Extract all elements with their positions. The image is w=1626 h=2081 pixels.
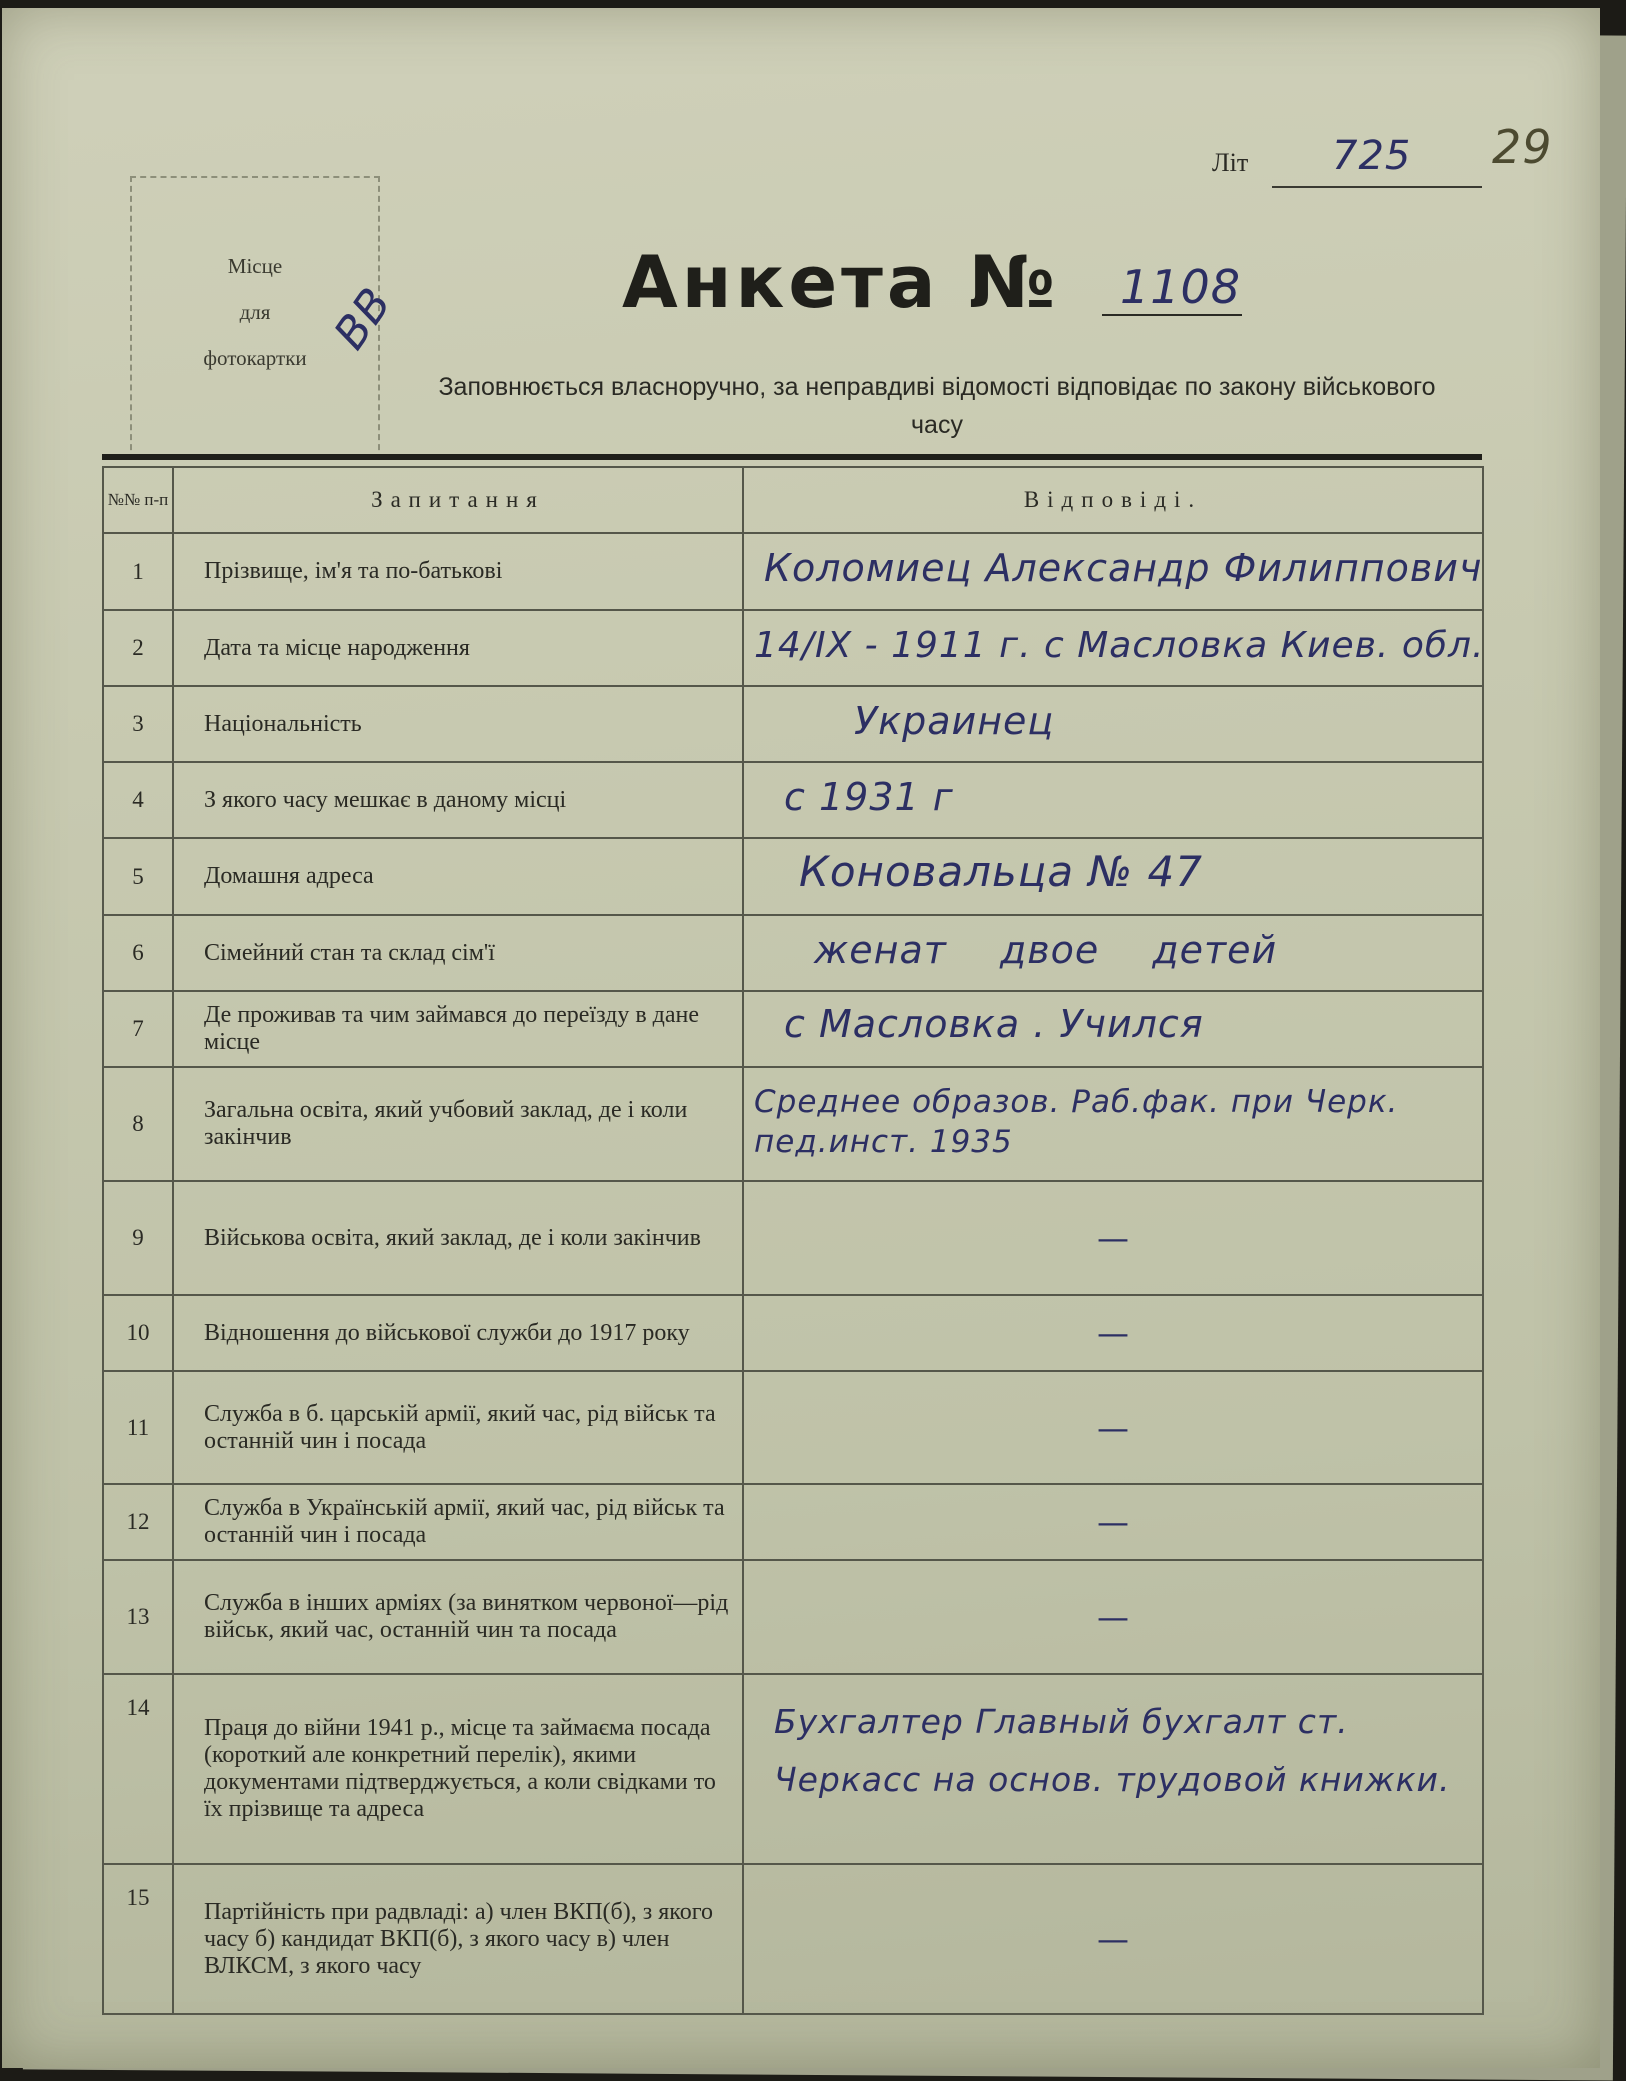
row-number: 9 (103, 1181, 173, 1295)
form-number: 1108 (1120, 260, 1242, 314)
row-question: Партійність при радвладі: а) член ВКП(б), з якого часу б) кандидат ВКП(б), з якого часу в) член ВЛКСМ, з якого часу (173, 1864, 743, 2014)
row-answer-cell (743, 1674, 1483, 1864)
form-subtitle: Заповнюється власноручно, за неправдиві відомості відповідає по закону військового часу (438, 373, 1436, 439)
row-answer: — (1097, 1598, 1129, 1636)
row-answer-cell (743, 762, 1483, 838)
row-answer: Бухгалтер Главный бухгалт ст. Черкасс на основ. трудовой книжки. (774, 1702, 1451, 1799)
row-number: 13 (103, 1560, 173, 1674)
questionnaire-table (102, 466, 1484, 2015)
table-row (103, 1484, 1483, 1560)
row-question: Домашня адреса (173, 838, 743, 915)
table-top-rule (102, 454, 1482, 460)
row-answer-cell (743, 1067, 1483, 1181)
row-answer: — (1097, 1920, 1129, 1958)
row-answer-cell (743, 533, 1483, 610)
table-row (103, 1560, 1483, 1674)
row-question: Служба в інших арміях (за винятком червоної—рід військ, який час, останній чин та посада (173, 1560, 743, 1674)
lit-label: Літ (1212, 148, 1249, 177)
table-row (103, 1371, 1483, 1484)
row-number: 8 (103, 1067, 173, 1181)
photo-annotation: ВВ (324, 278, 402, 359)
row-number: 1 (103, 533, 173, 610)
row-question: Служба в Українській армії, який час, рід військ та останній чин і посада (173, 1484, 743, 1560)
questionnaire-sheet (2, 8, 1600, 2068)
row-answer: 14/IX - 1911 г. с Масловка Киев. обл. (754, 625, 1485, 666)
row-question: Відношення до військової служби до 1917 року (173, 1295, 743, 1371)
row-answer: — (1097, 1219, 1129, 1257)
table-header-row (103, 467, 1483, 533)
form-title: Анкета № (622, 240, 1060, 324)
row-number: 14 (103, 1674, 173, 1864)
table-row (103, 1674, 1483, 1864)
photo-label-line-3: фотокартки (203, 346, 307, 370)
row-number: 7 (103, 991, 173, 1067)
row-number: 4 (103, 762, 173, 838)
row-question: Національність (173, 686, 743, 762)
table-row (103, 686, 1483, 762)
row-answer: — (1097, 1503, 1129, 1541)
row-answer: Коновальца № 47 (799, 847, 1203, 896)
row-answer-cell (743, 1864, 1483, 2014)
row-answer-cell (743, 610, 1483, 686)
photo-label-line-1: Місце (227, 254, 283, 278)
row-question: Сімейний стан та склад сім'ї (173, 915, 743, 991)
header-num: №№ п-п (103, 467, 173, 533)
table-row (103, 991, 1483, 1067)
table-row (103, 762, 1483, 838)
row-number: 6 (103, 915, 173, 991)
table-row (103, 1067, 1483, 1181)
table-row (103, 533, 1483, 610)
row-answer-cell (743, 1371, 1483, 1484)
row-answer: женат двое детей (814, 928, 1278, 972)
row-answer: — (1097, 1408, 1129, 1447)
row-question: Праця до війни 1941 р., місце та займаєма посада (короткий але конкретний перелік), якими документами підтверджується, а коли свідками то їх прізвище та адреса (173, 1674, 743, 1864)
table-row (103, 838, 1483, 915)
lit-underline (1272, 186, 1482, 188)
row-answer: Украинец (854, 699, 1055, 743)
row-number: 12 (103, 1484, 173, 1560)
table-row (103, 610, 1483, 686)
row-number: 10 (103, 1295, 173, 1371)
row-answer: с 1931 г (784, 775, 954, 819)
row-answer-cell (743, 1560, 1483, 1674)
row-number: 11 (103, 1371, 173, 1484)
lit-number: 725 (1332, 133, 1412, 179)
row-answer: — (1097, 1314, 1129, 1352)
row-answer: Коломиец Александр Филиппович (764, 546, 1483, 590)
table-row (103, 1864, 1483, 2014)
row-question: Прізвище, ім'я та по-батькові (173, 533, 743, 610)
header-answer: Відповіді. (743, 467, 1483, 533)
row-answer-cell (743, 1295, 1483, 1371)
row-answer-cell (743, 915, 1483, 991)
row-question: Служба в б. царській армії, який час, рід військ та останній чин і посада (173, 1371, 743, 1484)
row-question: Загальна освіта, який учбовий заклад, де і коли закінчив (173, 1067, 743, 1181)
row-question: Дата та місце народження (173, 610, 743, 686)
row-answer-cell (743, 1484, 1483, 1560)
row-number: 5 (103, 838, 173, 915)
header-question: Запитання (173, 467, 743, 533)
row-question: З якого часу мешкає в даному місці (173, 762, 743, 838)
row-answer-cell (743, 1181, 1483, 1295)
row-number: 15 (103, 1864, 173, 2014)
table-row (103, 1181, 1483, 1295)
lit-number-secondary: 29 (1492, 120, 1553, 174)
row-answer-cell (743, 838, 1483, 915)
form-number-underline (1102, 314, 1242, 316)
table-row (103, 915, 1483, 991)
row-number: 2 (103, 610, 173, 686)
row-number: 3 (103, 686, 173, 762)
row-answer-cell (743, 686, 1483, 762)
photo-label-line-2: для (239, 300, 271, 324)
row-answer-cell (743, 991, 1483, 1067)
row-question: Військова освіта, який заклад, де і коли закінчив (173, 1181, 743, 1295)
row-answer: с Масловка . Учился (784, 1002, 1204, 1046)
row-answer: Среднее образов. Раб.фак. при Черк. пед.инст. 1935 (754, 1084, 1399, 1160)
table-row (103, 1295, 1483, 1371)
row-question: Де проживав та чим займався до переїзду в дане місце (173, 991, 743, 1067)
